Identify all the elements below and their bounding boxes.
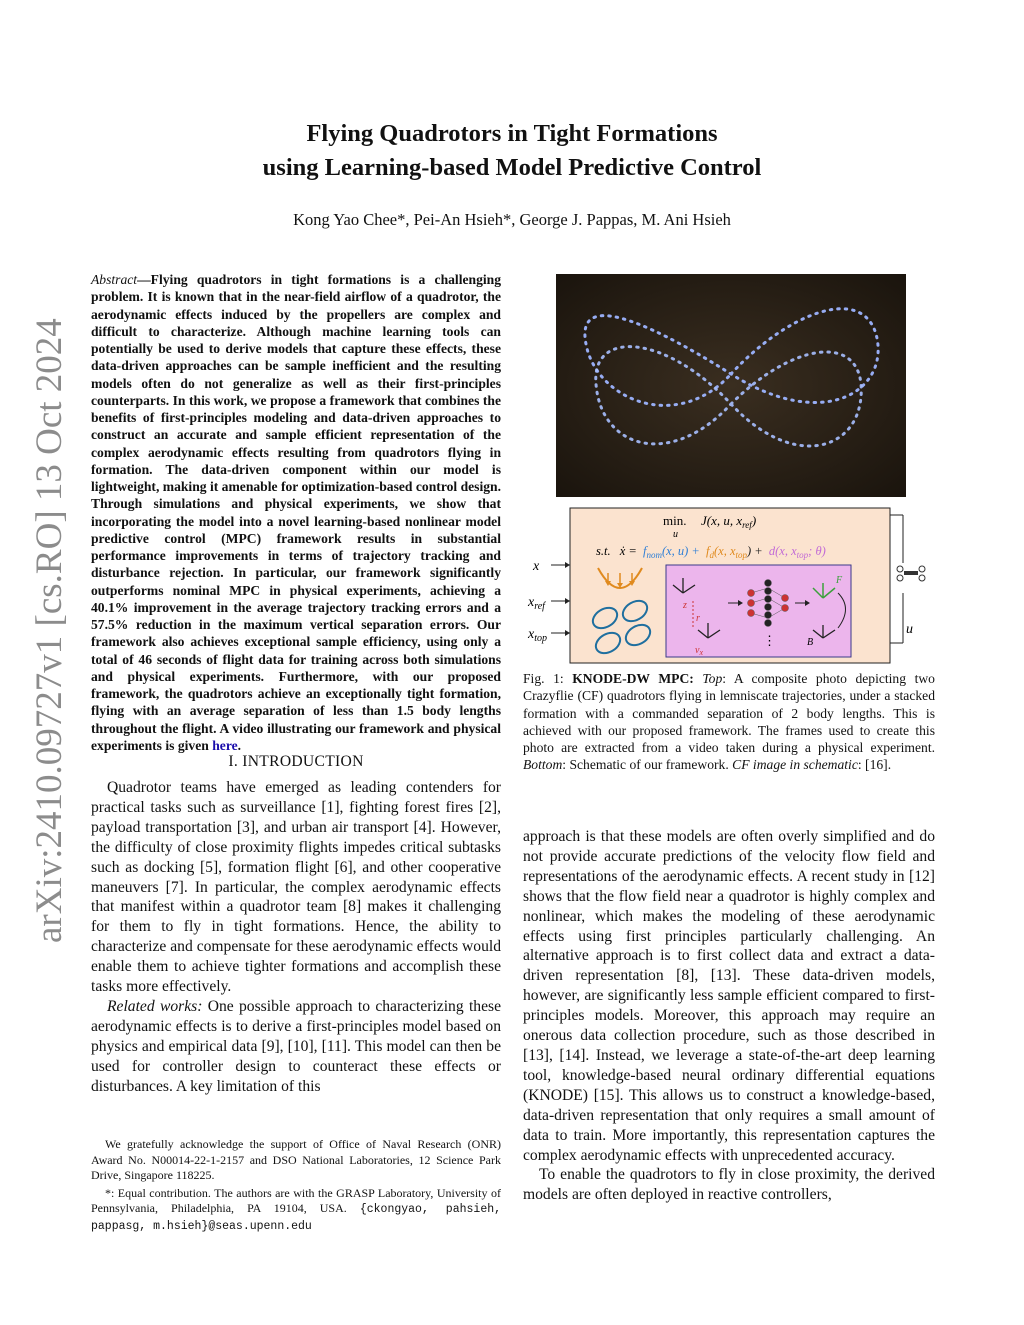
lemniscate-photo [556,274,906,497]
ellipsis: ⋮ [763,633,776,648]
footnote-funding: We gratefully acknowledge the support of Office of Naval Research (ONR) Award No. N00014-22-1-2157 and DSO National Laboratories, 12 Science Park Drive, Singapore 118225. [91,1137,501,1182]
abstract-text: Flying quadrotors in tight formations is a challenging problem. It is known that in the near-field airflow of a quadrotor, the aerodynamic effects induced by the propellers are complex and difficult to characterize. Although machine learning tools can potentially be used to derive models that capture these effects, these data-driven approaches can be sample inefficient and the resulting models often do not generalize as well as their first-principles counterparts. In this work, we propose a framework that combines the benefits of first-principles modeling and data-driven approaches to construct an accurate and sample efficient representation of the complex aerodynamic effects resulting from quadrotors flying in formation. The data-driven component within our model is lightweight, making it amenable for optimization-based control design. Through simulations and physical experiments, we show that incorporating the model into a novel learning-based nonlinear model predictive control (MPC) framework results in substantial performance improvements in terms of trajectory tracking and disturbance rejection. In particular, our framework significantly outperforms nominal MPC in physical experiments, achieving a 40.1% improvement in the average trajectory tracking errors and a 57.5% reduction in the maximum vertical separation errors. Our framework also achieves exceptional sample efficiency, using only a total of 46 seconds of flight data for training across both simulations and physical experiments. Furthermore, with our proposed framework, the quadrotors achieve an exceptionally tight formation, flying with an average separation of less than 1.5 body lengths throughout the flight. A video illustrating our framework and physical experiments is given [91,272,501,753]
input-xref-label: $x_{ref}$ [528,595,545,612]
title-line-2: using Learning-based Model Predictive Control [262,154,762,181]
paper-title [150,117,874,185]
intro-paragraph: Quadrotor teams have emerged as leading contenders for practical tasks such as surveillance [1], fighting forest fires [2], payload transportation [3], and urban air transport [4]. However, the difficulty of close proximity flights impedes critical subtasks such as docking [5], formation flight [6], and other cooperative maneuvers [7]. In particular, the complex aerodynamic effects that manifest within a quadrotor team [8] makes it challenging for them to fly in tight formations. Hence, the ability to characterize and compensate for these aerodynamic effects would enable them to achieve tighter formations and accomplish these tasks more effectively. [91,779,501,996]
footnotes [91,1137,501,1236]
force-label: F [836,575,843,586]
caption-bottom-label: Bottom [523,757,563,773]
related-works-text: One possible approach to characterizing these aerodynamic effects is to derive a first-principles model based on physics and empirical data [9], [10], [11]. This model can then be used for controller design to counteract these effects or disturbances. A key limitation of this [91,997,501,1095]
input-x-label: x [533,559,540,574]
cost-function: J(x, u, $x_{ref}$) [701,513,757,530]
min-sub-label: u [673,529,678,540]
abstract: Abstract—Flying quadrotors in tight formations is a challenging problem. It is known that in the near-field airflow of a quadrotor, the aerodynamic effects induced by the propellers are complex and difficult to characterize. Although machine learning tools can potentially be used to derive models that capture these effects, these data-driven approaches can be sample inefficient and the resulting models often do not generalize as well as their first-principles counterparts. In this work, we propose a framework that combines the benefits of first-principles modeling and data-driven approaches to construct an accurate and sample efficient representation of the complex aerodynamic effects resulting from quadrotors flying in formation. The data-driven component within our model is lightweight, making it amenable for optimization-based control design. Through simulations and physical experiments, we show that incorporating the model into a novel learning-based nonlinear model predictive control (MPC) framework results in substantial performance improvements in terms of trajectory tracking and disturbance rejection. In particular, our framework significantly outperforms nominal MPC in physical experiments, achieving a 40.1% improvement in the average trajectory tracking errors and a 57.5% reduction in the maximum vertical separation errors. Our framework also achieves exceptional sample efficiency, using only a total of 46 seconds of flight data for training across both simulations and physical experiments. Furthermore, with our proposed framework, the quadrotors achieve an exceptionally tight formation, flying with an average separation of less than 1.5 body lengths throughout the flight. A video illustrating our framework and physical experiments is given here. [91,272,501,753]
min-label: min. [663,513,687,528]
section-heading-introduction: I. INTRODUCTION [228,753,364,770]
z-axis-label: z [683,600,687,611]
related-works-label: Related works: [107,997,203,1015]
right-paragraph-2: To enable the quadrotors to fly in close proximity, the derived models are often deployed in reactive controllers, [523,1166,935,1204]
left-column-body [91,778,501,1097]
figure-title: KNODE-DW MPC: [572,671,694,686]
abstract-label: Abstract [91,272,138,287]
r-label: r [696,613,700,624]
caption-cf-label: CF image in schematic [732,757,858,773]
title-line-1: Flying Quadrotors in Tight Formations [306,120,718,147]
neural-network-panel [666,565,851,657]
video-link[interactable]: here [212,737,238,753]
output-u-label: u [906,622,913,637]
figure-label: Fig. 1: [523,671,564,686]
caption-top-label: Top [702,671,723,686]
arxiv-stamp: arXiv:2410.09727v1 [cs.RO] 13 Oct 2024 [29,318,70,943]
composite-flight-photo [556,274,906,497]
right-paragraph-continuation: approach is that these models are often overly simplified and do not provide accurate predictions of the velocity flow field and representations of the aerodynamic effects. A recent study in [12] shows that the flow field near a quadrotor is highly complex and nonlinear, which makes the modeling of these aerodynamic effects using first principles particularly challenging. An alternative approach is to first collect data and extract a data-driven representation [8], [13]. These data-driven models, however, are significantly less sample efficient compared to first-principles models. Moreover, this approach may require an onerous data collection procedure, such as those described in [13], [14]. Instead, we leverage a state-of-the-art deep learning tool, knowledge-based neural ordinary differential equations (KNODE) [15]. This allows us to construct a knowledge-based, data-driven representation that only requires a small amount of data to train. More importantly, this representation captures the complex aerodynamic effects with unprecedented accuracy. [523,828,935,1164]
dynamics-constraint: s.t. ẋ = $f_{nom}(x$, u) + $f_d(x$, $x_{top}$) + d(x, $x_{top}$; θ) [596,544,826,560]
footnote-affiliation-text: *: Equal contribution. The authors are with the GRASP Laboratory, University of Pennsylvania, Philadelphia, PA 19104, USA. [91,1185,501,1215]
framework-schematic [523,503,935,666]
figure-caption [523,670,935,774]
related-works-paragraph [91,997,501,1097]
caption-cf-text: : [16]. [857,757,892,773]
footnote-affiliation [91,1186,501,1235]
vx-label: $v_x$ [695,645,704,657]
caption-bottom-text: : Schematic of our framework. [562,757,729,773]
body-frame-label: B [807,637,814,648]
author-emails: {ckongyao, pahsieh, pappasg, m.hsieh}@seas.upenn.edu [91,1203,502,1233]
right-column-body [523,827,935,1205]
author-list: Kong Yao Chee*, Pei-An Hsieh*, George J. Pappas, M. Ani Hsieh [293,210,731,229]
caption-top-text: : A composite photo depicting two Crazyflie (CF) quadrotors flying in lemniscate trajectories, under a stacked formation with a commanded separation of 2 body lengths. This is achieved with our proposed framework. The frames used to create this photo are extracted from a video taken during a physical experiment. [523,671,935,756]
quadrotor-icon [897,566,925,581]
input-xtop-label: $x_{top}$ [528,627,547,644]
